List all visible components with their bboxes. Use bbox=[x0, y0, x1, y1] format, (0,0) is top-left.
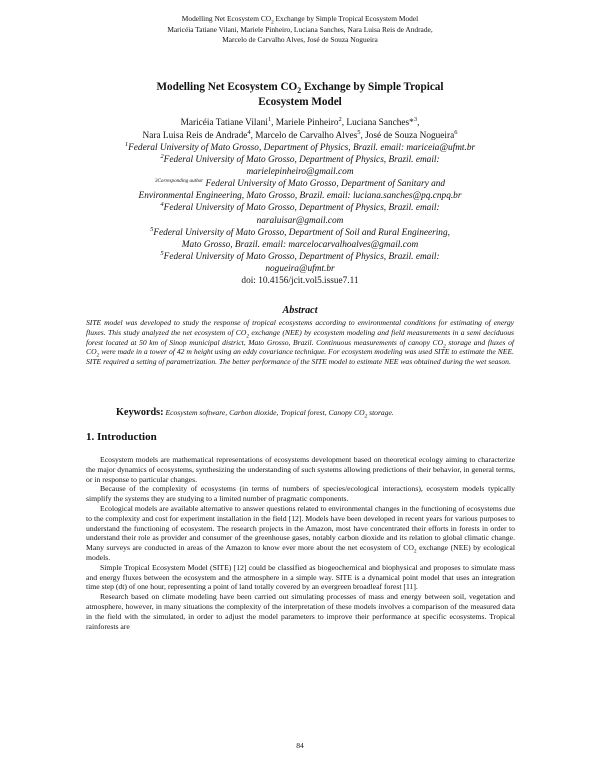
page-number: 84 bbox=[296, 741, 304, 750]
paragraph: Research based on climate modeling have been carried out simulating processes of mass and energy between soil, vegetation and atmosphere, however, in many situations the complexity of the interpretation of these models involves a comparison of the measured data in the field with the simulated, in order to adjust the model parameters to improve their performance at specific ecosystems. Tropical rainforests are bbox=[86, 592, 515, 631]
paragraph: Simple Tropical Ecosystem Model (SITE) [12] could be classified as biogeochemical and biophysical and proposes to simulate mass and energy fluxes between the ecosystem and the atmosphere in a simple way. SITE is a dynamical point model that uses an integration time step (dt) of one hour, representing a point of land totally covered by an evergreen broadleaf forest [11]. bbox=[86, 562, 515, 592]
running-header-title: Modelling Net Ecosystem $CO_2$ Exchange by Simple Tropical Ecosystem Model bbox=[181, 14, 419, 26]
paragraph: Because of the complexity of ecosystems (in terms of numbers of species/ecological interactions), ecosystem models typically simplify the systems they are studying to a limited number of pragmatic components. bbox=[86, 484, 515, 504]
paragraph: Ecosystem models are mathematical representations of ecosystems development based on theoretical ecology aiming to characterize the major dynamics of ecosystems, synthesizing the understanding of such systems allowing predictions of their behavior, in general terms, or in response to particular changes. bbox=[86, 455, 515, 484]
affiliation-2: $^2$Federal University of Mato Grosso, Department of Physics, Brazil. email: bbox=[160, 153, 440, 166]
abstract-heading: Abstract bbox=[282, 305, 318, 316]
section-heading-introduction: 1. Introduction bbox=[86, 431, 157, 443]
paragraph: Ecological models are available alternative to answer questions related to environmental changes in the functioning of ecosystems due to the complexity and cost for experiment installation in the field [12]. Models have been developed in recent years for various purposes to understand the functioning of ecosystem. The research projects in the Amazon, most have concentrated their efforts in forests in order to understand their role as provider and consumer of the greenhouse gases, notably carbon dioxide and its relation to global climatic change. Many surveys are conducted in areas of the Amazon to know ever more about the net ecosystem of $CO_2$ exchange (NEE) by ecological models. bbox=[86, 503, 515, 562]
doi: doi: 10.4156/jcit.vol5.issue7.11 bbox=[241, 276, 359, 287]
running-header-authors-2: Marcelo de Carvalho Alves, José de Souza Nogueira bbox=[222, 35, 378, 45]
running-header-authors-1: Maricéia Tatiane Vilani, Mariele Pinheiro, Luciana Sanches, Nara Luisa Reis de Andrade, bbox=[167, 24, 433, 34]
keywords: Keywords: Ecosystem software, Carbon dioxide, Tropical forest, Canopy $CO_2$ storage. bbox=[116, 407, 394, 420]
affiliation-3: $^{3Corresponding author}$ Federal University of Mato Grosso, Department of Sanitary and bbox=[154, 178, 446, 190]
author-list: Maricéia Tatiane Vilani$^1$, Mariele Pinheiro$^2$, Luciana Sanches*$^3$, Nara Luisa Reis de Andrade$^4$, Marcelo de Carvalho Alves$^5$, José de Souza Nogueira$^6$ bbox=[142, 115, 458, 141]
affiliation-1: $^1$Federal University of Mato Grosso, Department of Physics, Brazil. email: mariceia@ufmt.br bbox=[124, 140, 476, 153]
paper-title: Modelling Net Ecosystem $CO_2$ Exchange by Simple Tropical Ecosystem Model bbox=[156, 81, 444, 108]
affiliations: $^1$Federal University of Mato Grosso, Department of Physics, Brazil. email: mariceia@ufmt.br $^2$Federal University of Mato Grosso, Department of Physics, Brazil. email: marielepinheiro@gmail.com $^{3Corresponding author}$ Federal University of Mato Grosso, Department of Sanitary and Environmental Engineering, Mato Grosso, Brazil. email: luciana.sanches@pq.cnpq.br $^4$Federal University of Mato Grosso, Department of Physics, Brazil. email: naraluisar@gmail.com $^5$Federal University of Mato Grosso, Department of Soil and Rural Engineering, Mato Grosso, Brazil. email: marcelocarvalhoalves@gmail.com $^5$Federal University of Mato Grosso, Department of Physics, Brazil. email: nogueira@ufmt.br doi: 10.4156/jcit.vol5.issue7.11 bbox=[60, 142, 540, 287]
affiliation-5: $^5$Federal University of Mato Grosso, Department of Soil and Rural Engineering, bbox=[150, 225, 450, 238]
abstract-text: SITE model was developed to study the response of tropical ecosystems according to environmental conditions for estimating of energy fluxes. This study analyzed the net ecosystem of $CO_2$ exchange (NEE) by ecosystem modeling and field measurements in a semi deciduous forest located at 50 km of Sinop municipal district, Mato Grosso, Brazil. Continuous measurements of canopy $CO_2$ storage and fluxes of $CO_2$ were made in a tower of 42 m height using an eddy covariance technique. For ecosystem modeling was used SITE to estimate the NEE. SITE required a setting of parametrization. The better performance of the SITE model to estimate NEE was obtained during the wet season. bbox=[86, 318, 514, 367]
introduction-body bbox=[86, 455, 515, 631]
affiliation-6: $^5$Federal University of Mato Grosso, Department of Physics, Brazil. email: bbox=[160, 249, 440, 262]
running-header bbox=[0, 14, 600, 46]
affiliation-4: $^4$Federal University of Mato Grosso, Department of Physics, Brazil. email: bbox=[160, 201, 440, 214]
